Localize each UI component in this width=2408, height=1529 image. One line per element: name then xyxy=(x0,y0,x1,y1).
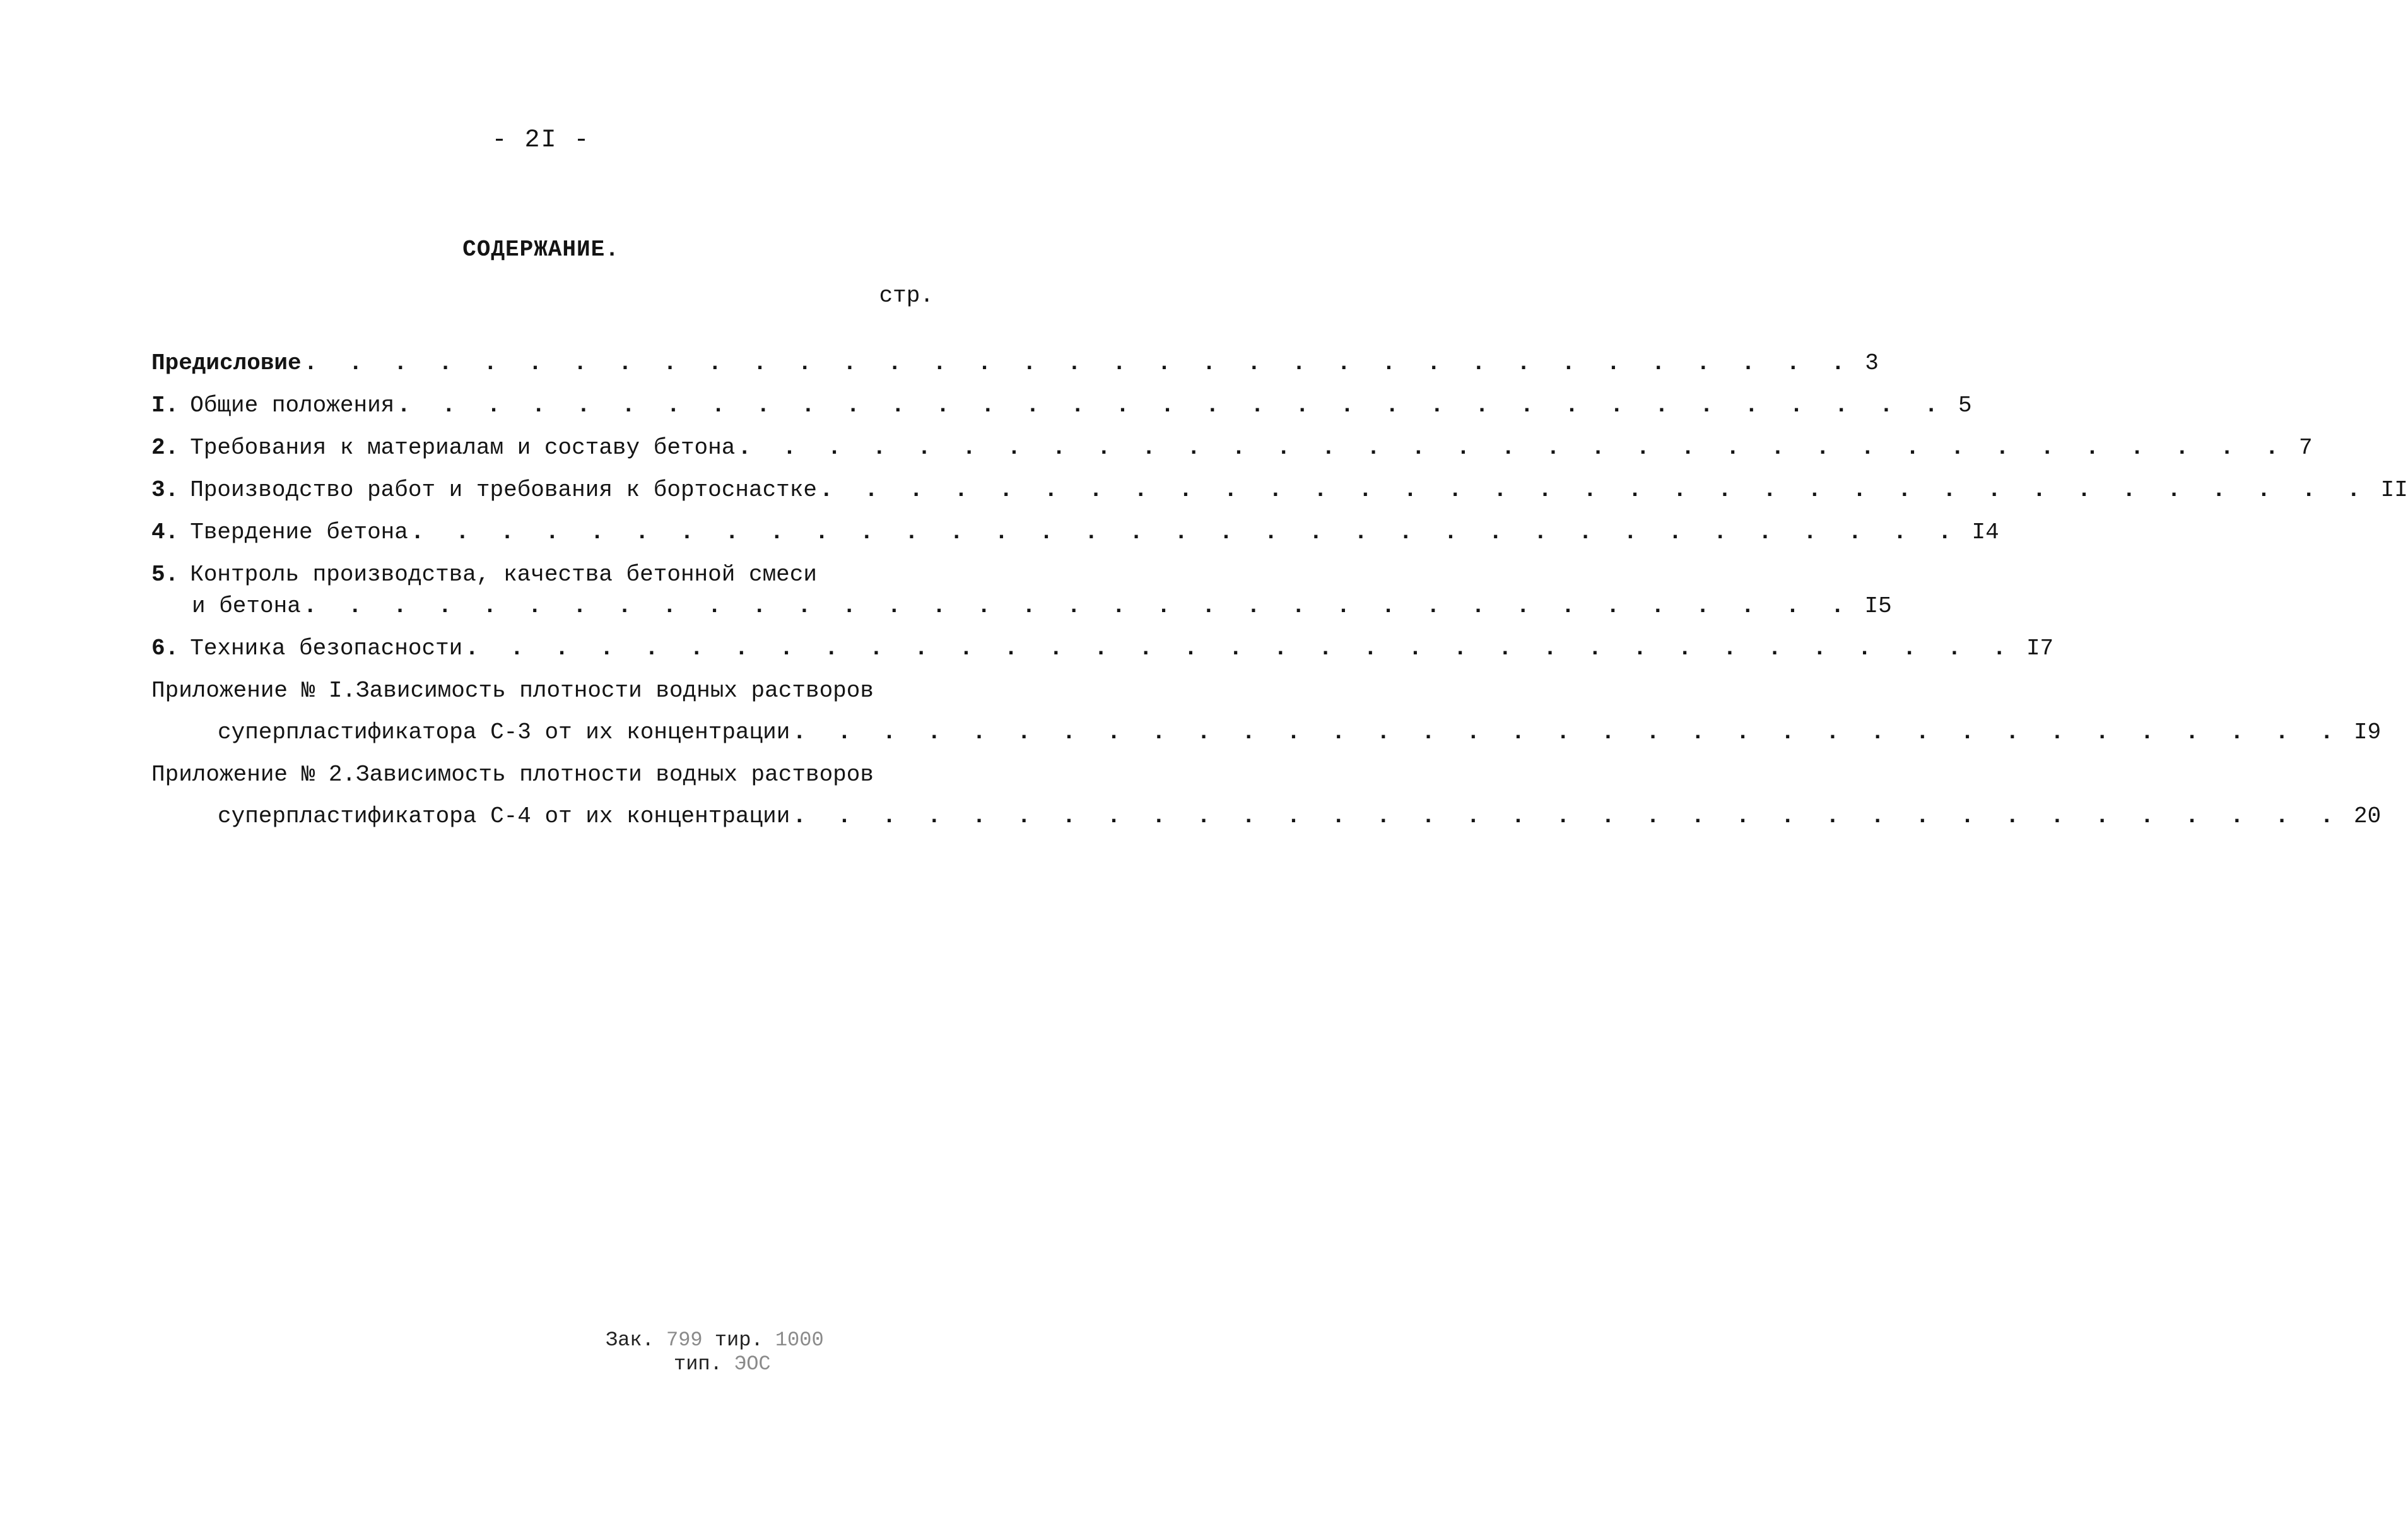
imprint-order-number: 799 xyxy=(666,1328,703,1352)
toc-entry-text: Общие положения xyxy=(190,393,395,418)
toc-entry-page: I4 xyxy=(1971,519,1999,545)
toc-entry-text: Контроль производства, качества бетонной смеси xyxy=(190,562,817,587)
toc-entry-text-continued: и бетона xyxy=(192,593,301,619)
toc-entry-page: I7 xyxy=(2026,635,2054,661)
toc-entry-page: 20 xyxy=(2354,803,2382,829)
imprint-run-size: 1000 xyxy=(775,1328,824,1352)
dot-leader: . . . . . . . . . . . . . . . . . . . . . . . . . . . . . . . . . . . xyxy=(737,435,2288,461)
dot-leader: . . . . . . . . . . . . . . . . . . . . . . . . . . . . . . . . . . . xyxy=(410,519,1961,545)
toc-entry-text-continued: суперпластификатора С-3 от их концентрации xyxy=(218,719,790,745)
imprint-printer-name: ЭОС xyxy=(734,1352,771,1376)
toc-entry-4 xyxy=(151,519,1999,551)
imprint-order-label: Зак. xyxy=(606,1328,654,1352)
toc-entry-text: Техника безопасности xyxy=(190,635,463,661)
imprint-run-label: тир. xyxy=(714,1328,763,1352)
page-column-header: стр. xyxy=(879,283,934,309)
toc-entry-text: Производство работ и требования к бортоснастке xyxy=(190,477,817,503)
toc-entry-page: 5 xyxy=(1958,393,1972,418)
toc-entry-text-continued: суперпластификатора С-4 от их концентрации xyxy=(218,803,790,829)
toc-entry-preface xyxy=(151,350,1879,382)
toc-entry-3 xyxy=(151,477,2408,509)
toc-entry-page: I5 xyxy=(1864,593,1892,619)
toc-entry-text: Предисловие xyxy=(151,350,302,376)
toc-entry-number: 3. xyxy=(151,477,179,503)
toc-entry-text: Твердение бетона xyxy=(190,519,408,545)
dot-leader: . . . . . . . . . . . . . . . . . . . . . . . . . . . . . . . . . . . xyxy=(819,477,2370,503)
printing-imprint xyxy=(606,1328,824,1376)
toc-entry-6 xyxy=(151,635,2054,667)
toc-entry-number: 2. xyxy=(151,435,179,461)
toc-entry-page: 7 xyxy=(2299,435,2313,461)
toc-entry-5 xyxy=(151,562,1892,625)
toc-entry-page: II xyxy=(2380,477,2408,503)
toc-entry-number: 5. xyxy=(151,562,179,587)
toc-entry-number: I. xyxy=(151,393,179,418)
toc-entry-number: 6. xyxy=(151,635,179,661)
table-of-contents xyxy=(151,350,2408,846)
imprint-printer-label: тип. xyxy=(674,1352,722,1376)
dot-leader: . . . . . . . . . . . . . . . . . . . . . . . . . . . . . . . . . . . xyxy=(397,393,1947,418)
toc-entry-text: Требования к материалам и составу бетона xyxy=(190,435,736,461)
toc-entry-2 xyxy=(151,435,2313,466)
toc-entry-page: I9 xyxy=(2354,719,2382,745)
dot-leader: . . . . . . . . . . . . . . . . . . . . . . . . . . . . . . . . . . . xyxy=(303,350,1854,376)
dot-leader: . . . . . . . . . . . . . . . . . . . . . . . . . . . . . . . . . . . xyxy=(792,719,2343,745)
toc-entry-page: 3 xyxy=(1865,350,1879,376)
page-number: - 2I - xyxy=(491,126,590,155)
toc-entry-text: Приложение № I.Зависимость плотности водных растворов xyxy=(151,678,874,704)
dot-leader: . . . . . . . . . . . . . . . . . . . . . . . . . . . . . . . . . . . xyxy=(792,803,2343,829)
toc-title: СОДЕРЖАНИЕ. xyxy=(462,237,620,263)
dot-leader: . . . . . . . . . . . . . . . . . . . . . . . . . . . . . . . . . . . xyxy=(303,593,1853,619)
toc-entry-appendix-2 xyxy=(151,762,2382,835)
dot-leader: . . . . . . . . . . . . . . . . . . . . . . . . . . . . . . . . . . . xyxy=(465,635,2015,661)
toc-entry-number: 4. xyxy=(151,519,179,545)
toc-entry-appendix-1 xyxy=(151,678,2382,751)
toc-entry-1 xyxy=(151,393,1972,424)
toc-entry-text: Приложение № 2.Зависимость плотности водных растворов xyxy=(151,762,874,788)
